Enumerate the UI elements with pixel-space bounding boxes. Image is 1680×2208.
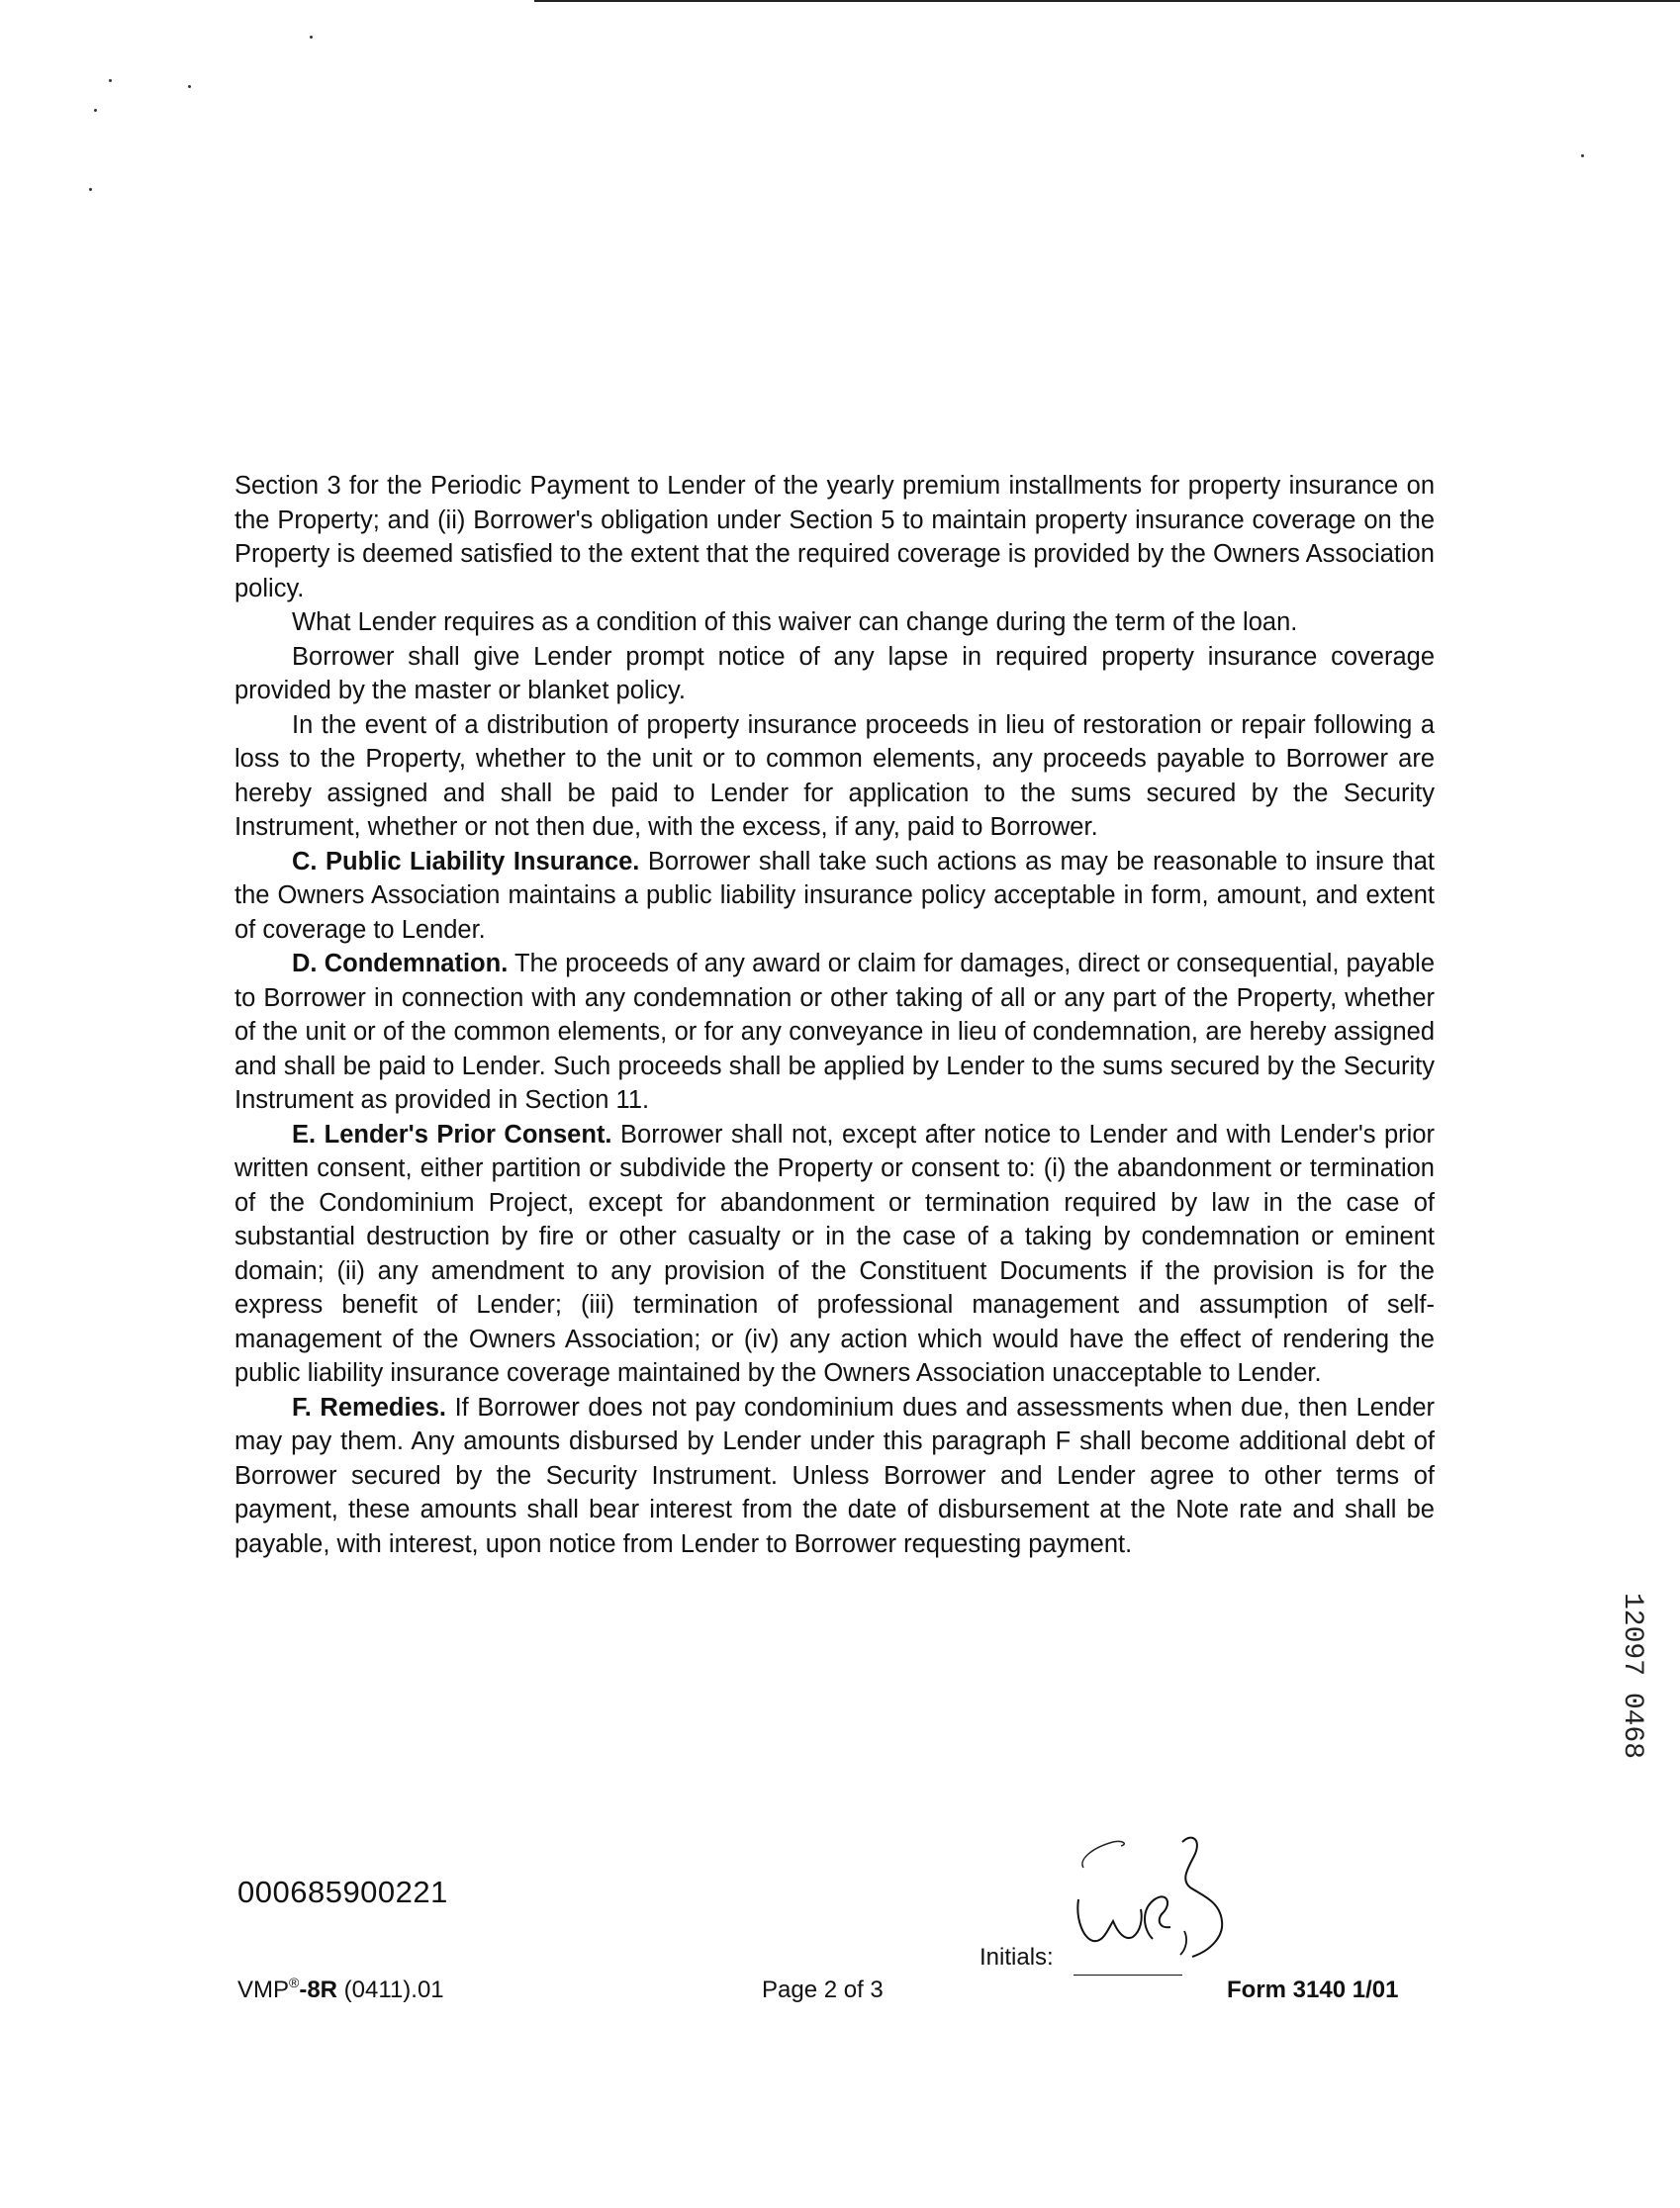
vmp-suffix: (0411).01: [337, 1977, 444, 2003]
vmp-form-code: [237, 1977, 444, 2004]
scan-speck: [310, 36, 313, 39]
section-d-body: The proceeds of any award or claim for damages, direct or consequential, payable to Borrower in connection with any condemnation or other taking of all or any part of the Property, whether of the unit or of the common elements, or for any conveyance in lieu of condemnation, are hereby assigned and shall be paid to Lender. Such proceeds shall be applied by Lender to the sums secured by the Security Instrument as provided in Section 11.: [234, 950, 1435, 1114]
vmp-prefix: VMP: [237, 1977, 290, 2003]
paragraph-lapse-notice: Borrower shall give Lender prompt notice of any lapse in required property insurance coverage provided by the master or blanket policy.: [234, 642, 1435, 704]
initials-label: Initials:: [980, 1944, 1054, 1971]
paragraph-proceeds: In the event of a distribution of property insurance proceeds in lieu of restoration or repair following a loss to the Property, whether to the unit or to common elements, any proceeds payable to Borrower are hereby assigned and shall be paid to Lender for application to the sums secured by the Security Instrument, whether or not then due, with the excess, if any, paid to Borrower.: [234, 710, 1435, 841]
scan-speck: [109, 79, 112, 82]
form-number: Form 3140 1/01: [1227, 1977, 1399, 2003]
vmp-code: -8R: [299, 1977, 338, 2003]
page-number: Page 2 of 3: [762, 1977, 884, 2003]
scan-speck: [188, 85, 191, 88]
section-c-body: Borrower shall take such actions as may be reasonable to insure that the Owners Association maintains a public liability insurance policy acceptable in form, amount, and extent of coverage to Lender.: [234, 847, 1435, 944]
section-e: [234, 1118, 1435, 1391]
recording-stamp-text: 12097 0468: [1617, 1593, 1647, 1760]
section-e-heading: E. Lender's Prior Consent.: [292, 1120, 612, 1149]
section-d: [234, 947, 1435, 1118]
section-c: [234, 845, 1435, 948]
loan-number: 000685900221: [237, 1875, 448, 1909]
section-f-body: If Borrower does not pay condominium dues and assessments when due, then Lender may pay them. Any amounts disbursed by Lender under this paragraph F shall become additional debt of Borrower secured by the Security Instrument. Unless Borrower and Lender agree to other terms of payment, these amounts shall bear interest from the date of disbursement at the Note rate and shall be payable, with interest, upon notice from Lender to Borrower requesting payment.: [234, 1393, 1435, 1558]
section-c-heading: C. Public Liability Insurance.: [292, 847, 640, 875]
initials-line: [1073, 1975, 1182, 1976]
section-f: [234, 1391, 1435, 1562]
scan-speck: [1581, 154, 1584, 157]
section-f-heading: F. Remedies.: [292, 1393, 446, 1422]
section-d-heading: D. Condemnation.: [292, 950, 509, 977]
initials-signature: [1064, 1830, 1261, 1969]
registered-mark: ®: [289, 1975, 300, 1990]
paragraph-waiver: What Lender requires as a condition of this waiver can change during the term of the loan.: [292, 608, 1298, 636]
top-rule: [534, 0, 1680, 2]
document-body: [234, 469, 1435, 1561]
scan-speck: [94, 109, 97, 112]
paragraph-continuation: Section 3 for the Periodic Payment to Lender of the yearly premium installments for property insurance on the Property; and (ii) Borrower's obligation under Section 5 to maintain property insurance coverage on the Property is deemed satisfied to the extent that the required coverage is provided by the Owners Association policy.: [234, 472, 1435, 602]
scan-speck: [89, 188, 92, 191]
section-e-body: Borrower shall not, except after notice to Lender and with Lender's prior written consent, either partition or subdivide the Property or consent to: (i) the abandonment or termination of the Condominium Project, except for abandonment or termination required by law in the case of substantial destruction by fire or other casualty or in the case of a taking by condemnation or eminent domain; (ii) any amendment to any provision of the Constituent Documents if the provision is for the express benefit of Lender; (iii) termination of professional management and assumption of self-management of the Owners Association; or (iv) any action which would have the effect of rendering the public liability insurance coverage maintained by the Owners Association unacceptable to Lender.: [234, 1120, 1436, 1387]
